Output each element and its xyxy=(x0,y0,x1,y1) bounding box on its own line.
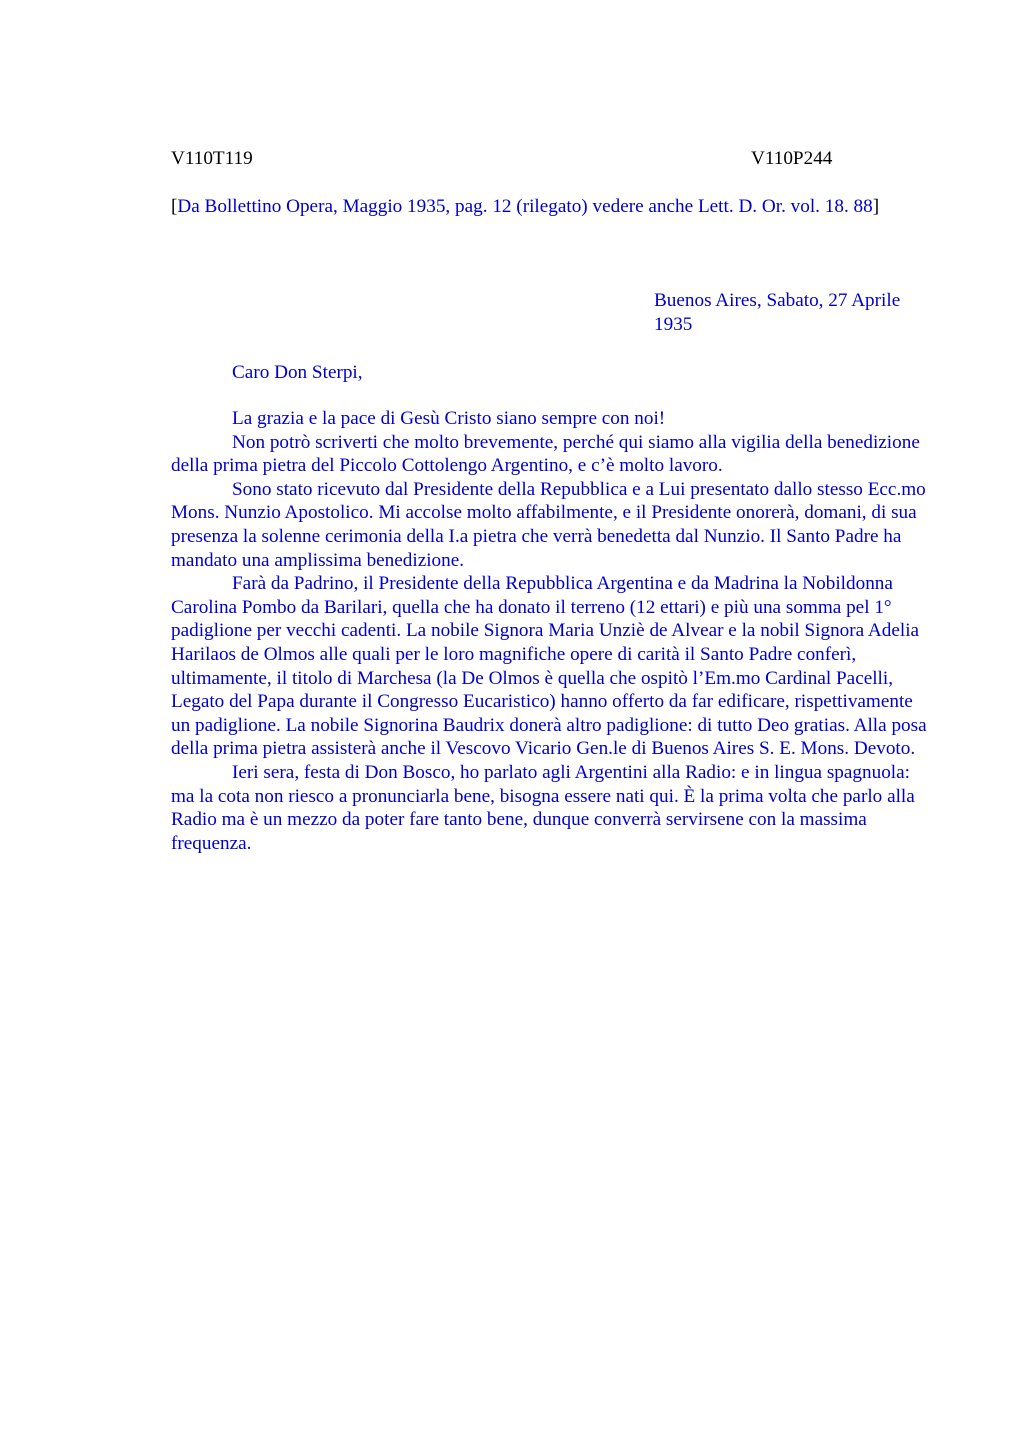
source-text: Da Bollettino Opera, Maggio 1935, pag. 12 (rilegato) vedere anche Lett. D. Or. vol. 18. 88 xyxy=(177,196,873,217)
letter-paragraph: Ieri sera, festa di Don Bosco, ho parlato agli Argentini alla Radio: e in lingua spagnuola: ma la cota non riesco a pronunciarla bene, bisogna essere nati qui. È la prima volta che parlo alla Radio ma è un mezzo da poter fare tanto bene, dunque converrà servirsene con la massima frequenza. xyxy=(171,761,915,854)
letter-paragraph: Sono stato ricevuto dal Presidente della Repubblica e a Lui presentato dallo stesso Ecc.mo Mons. Nunzio Apostolico. Mi accolse molto affabilmente, e il Presidente onorerà, domani, di sua presenza la solenne cerimonia della I.a pietra che verrà benedetta dal Nunzio. Il Santo Padre ha mandato una amplissima benedizione. xyxy=(171,478,926,571)
document-code-left: V110T119 xyxy=(171,148,253,169)
letter-paragraph: Farà da Padrino, il Presidente della Repubblica Argentina e da Madrina la Nobildonna Carolina Pombo da Barilari, quella che ha donato il terreno (12 ettari) e più una somma pel 1° padiglione per vecchi cadenti. La nobile Signora Maria Unziè de Alvear e la nobil Signora Adelia Harilaos de Olmos alle quali per le loro magnifiche opere di carità il Santo Padre conferì, ultimamente, il titolo di Marchesa (la De Olmos è quella che ospitò l’Em.mo Cardinal Pacelli, Legato del Papa durante il Congresso Eucaristico) hanno offerto da far edificare, rispettivamente un padiglione. La nobile Signorina Baudrix donerà altro padiglione: di tutto Deo gratias. Alla posa della prima pietra assisterà anche il Vescovo Vicario Gen.le di Buenos Aires S. E. Mons. Devoto. xyxy=(171,573,927,760)
source-reference xyxy=(171,195,931,219)
source-open-bracket: [ xyxy=(171,196,178,217)
letter-salutation: Caro Don Sterpi, xyxy=(232,362,363,383)
letter-paragraph: Non potrò scriverti che molto brevemente, perché qui siamo alla vigilia della benedizione della prima pietra del Piccolo Cottolengo Argentino, e c’è molto lavoro. xyxy=(171,431,920,477)
document-code-right: V110P244 xyxy=(751,148,833,169)
letter-body xyxy=(171,407,931,855)
source-close-bracket: ] xyxy=(872,196,880,217)
letter-paragraph: La grazia e la pace di Gesù Cristo siano sempre con noi! xyxy=(232,408,666,429)
letter-dateline: Buenos Aires, Sabato, 27 Aprile 1935 xyxy=(654,290,901,335)
